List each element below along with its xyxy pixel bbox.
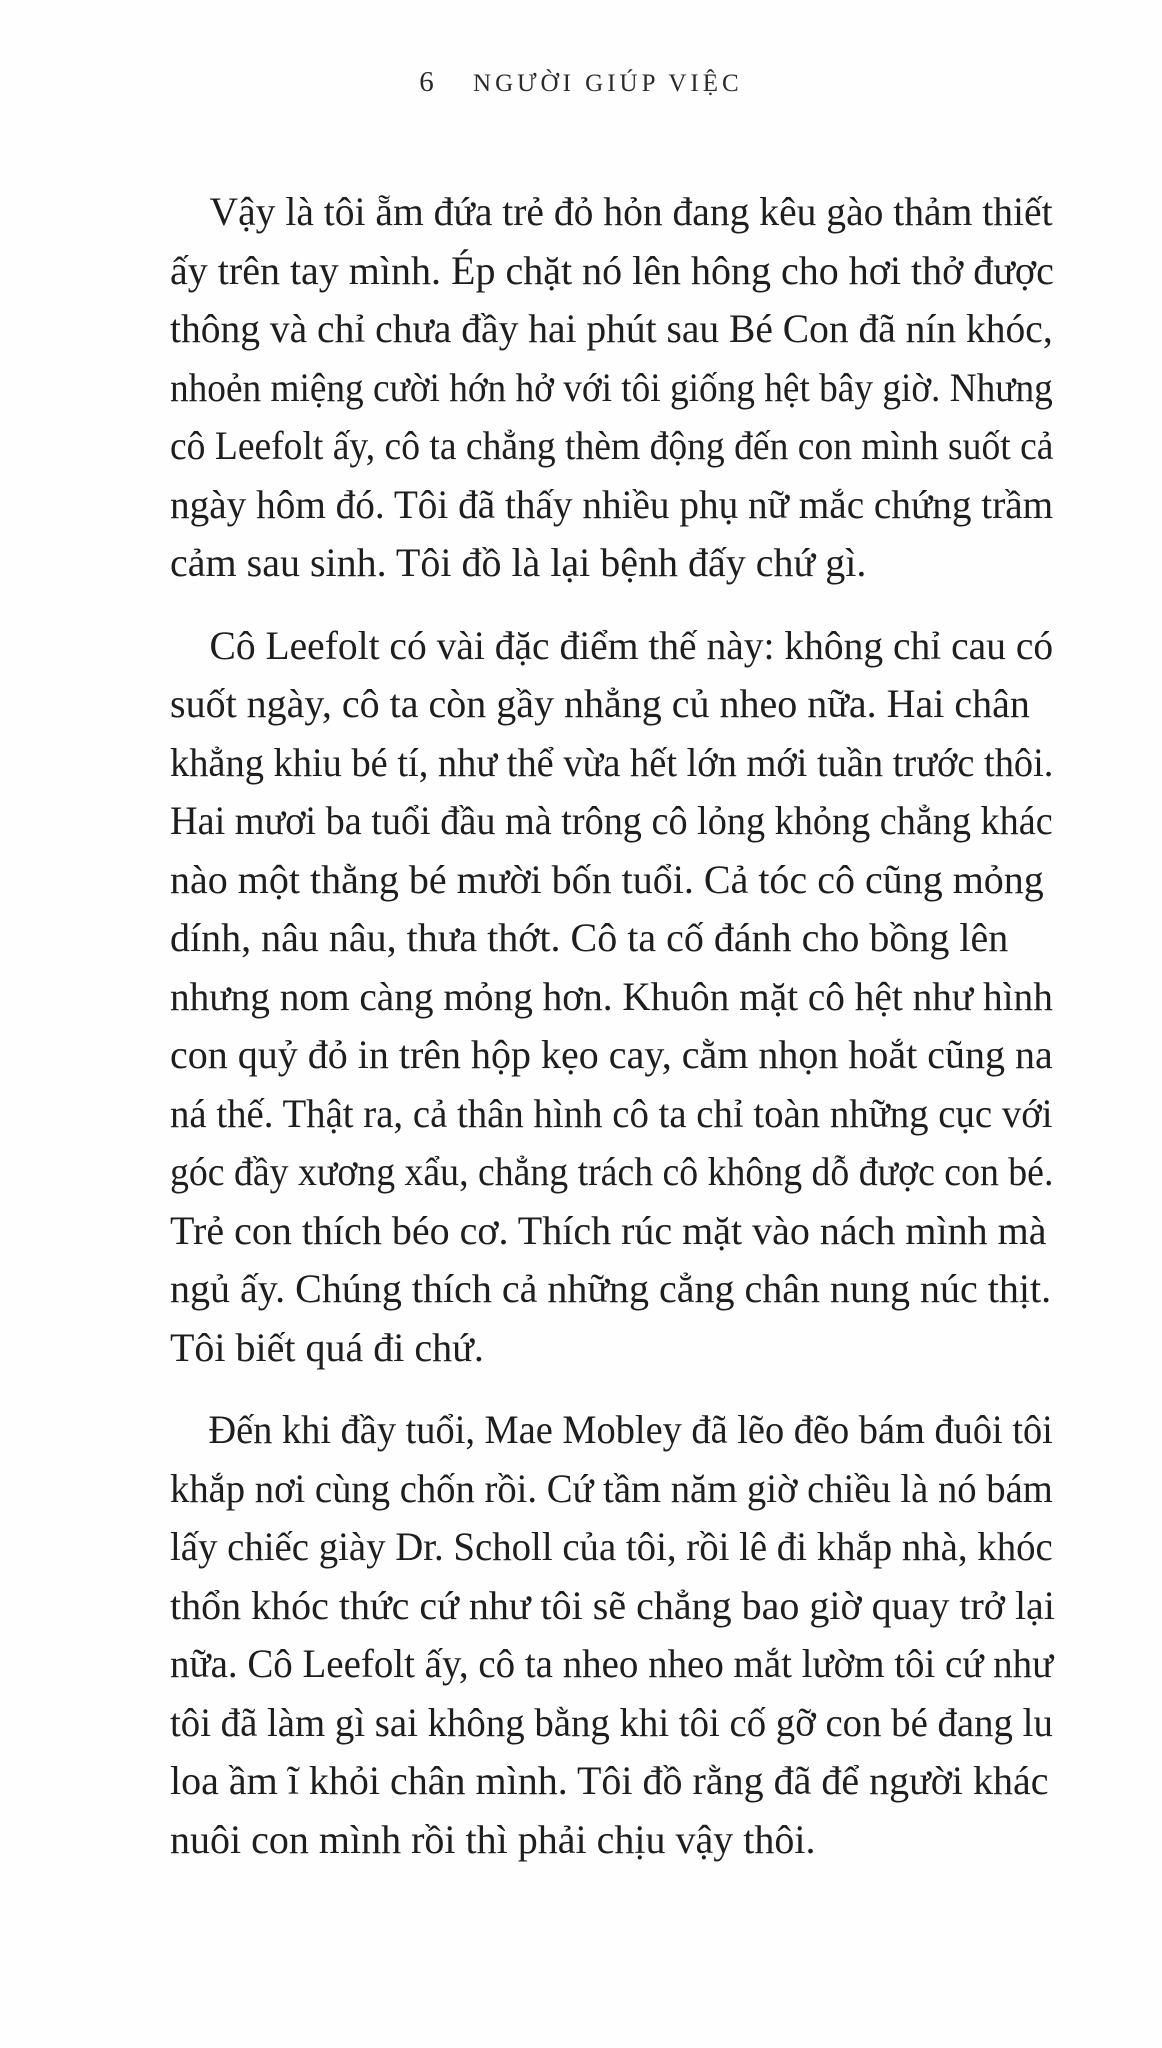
text-line: Đến khi đầy tuổi, Mae Mobley đã lẽo đẽo bám đuôi tôi	[208, 1407, 1053, 1452]
chapter-title: NGƯỜI GIÚP VIỆC	[473, 70, 743, 97]
page-number: 6	[419, 66, 437, 98]
text-line: nhoẻn miệng cười hớn hở với tôi giống hệt bây giờ. Nhưng	[170, 364, 1053, 410]
text-line: tôi đã làm gì sai không bằng khi tôi cố gỡ con bé đang lu	[170, 1699, 1053, 1745]
text-line: Trẻ con thích béo cơ. Thích rúc mặt vào nách mình mà	[170, 1207, 1047, 1253]
text-line: cảm sau sinh. Tôi đồ là lại bệnh đấy chứ gì.	[170, 540, 867, 585]
text-line: khắp nơi cùng chốn rồi. Cứ tầm năm giờ chiều là nó bám	[170, 1465, 1053, 1511]
text-line: Cô Leefolt có vài đặc điểm thế này: không chỉ cau có	[209, 622, 1054, 668]
text-line: góc đầy xương xẩu, chẳng trách cô không dỗ được con bé.	[170, 1149, 1054, 1194]
text-line: nữa. Cô Leefolt ấy, cô ta nheo nheo mắt lườm tôi cứ như	[170, 1641, 1054, 1686]
text-line: ngủ ấy. Chúng thích cả những cẳng chân nung núc thịt.	[170, 1266, 1052, 1311]
text-line: ấy trên tay mình. Ép chặt nó lên hông cho hơi thở được	[170, 247, 1054, 293]
text-line: nuôi con mình rồi thì phải chịu vậy thôi.	[170, 1816, 816, 1862]
text-line: thông và chỉ chưa đầy hai phút sau Bé Con đã nín khóc,	[170, 306, 1053, 351]
paragraph-2	[170, 617, 1055, 1378]
text-line: ngày hôm đó. Tôi đã thấy nhiều phụ nữ mắc chứng trầm	[170, 481, 1054, 527]
text-line: thổn khóc thức cứ như tôi sẽ chẳng bao giờ quay trở lại	[170, 1582, 1055, 1628]
text-line: loa ầm ĩ khỏi chân mình. Tôi đồ rằng đã để người khác	[170, 1758, 1049, 1803]
text-line: lấy chiếc giày Dr. Scholl của tôi, rồi lê đi khắp nhà, khóc	[170, 1524, 1053, 1569]
text-line: nhưng nom càng mỏng hơn. Khuôn mặt cô hệt như hình	[170, 973, 1053, 1019]
text-line: suốt ngày, cô ta còn gầy nhẳng củ nheo nữa. Hai chân	[170, 681, 1030, 726]
running-header	[0, 66, 1162, 99]
text-line: dính, nâu nâu, thưa thớt. Cô ta cố đánh cho bồng lên	[170, 915, 1009, 960]
text-line: con quỷ đỏ in trên hộp kẹo cay, cằm nhọn hoắt cũng na	[170, 1032, 1053, 1077]
text-line: Hai mươi ba tuổi đầu mà trông cô lỏng khỏng chẳng khác	[170, 798, 1053, 843]
text-line: Tôi biết quá đi chứ.	[170, 1324, 484, 1370]
paragraph-3	[170, 1401, 1055, 1869]
text-line: nào một thằng bé mười bốn tuổi. Cả tóc cô cũng mỏng	[170, 856, 1044, 902]
text-line: cô Leefolt ấy, cô ta chẳng thèm động đến con mình suốt cả	[170, 423, 1054, 468]
text-line: Vậy là tôi ẵm đứa trẻ đỏ hỏn đang kêu gào thảm thiết	[209, 189, 1053, 234]
text-line: ná thế. Thật ra, cả thân hình cô ta chỉ toàn những cục với	[170, 1090, 1053, 1136]
body-text	[170, 183, 1055, 1893]
text-line: khẳng khiu bé tí, như thể vừa hết lớn mới tuần trước thôi.	[170, 739, 1054, 785]
paragraph-1	[170, 183, 1055, 593]
